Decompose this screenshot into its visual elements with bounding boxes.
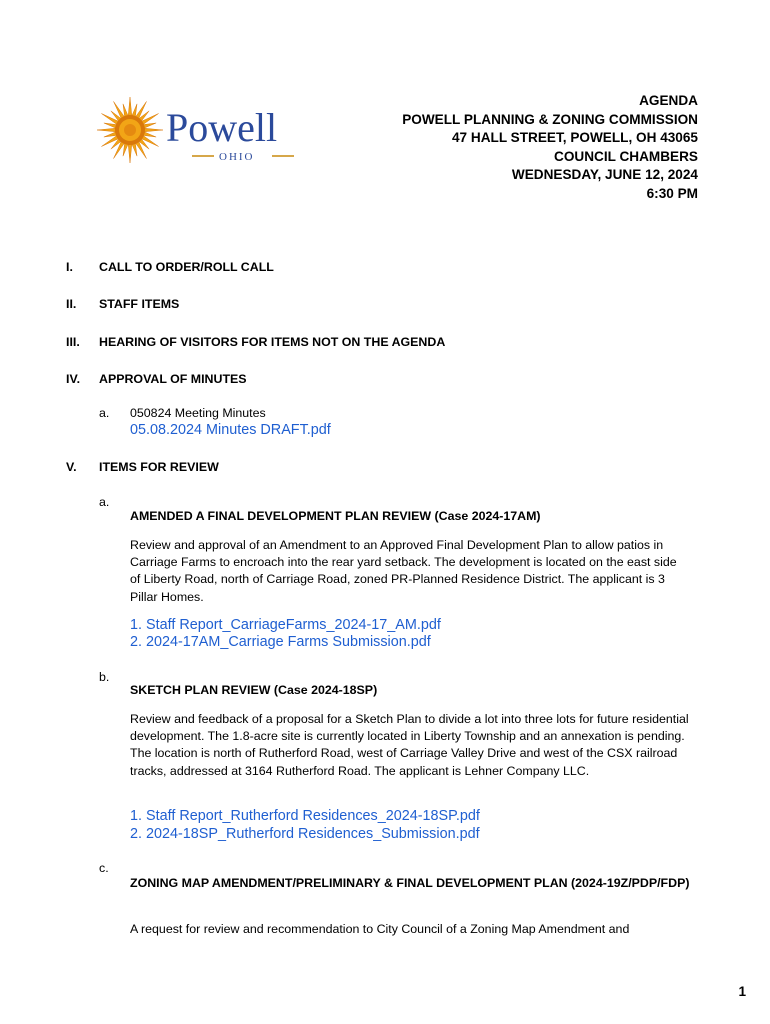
header-line: COUNCIL CHAMBERS [554,148,698,164]
item-title: SKETCH PLAN REVIEW (Case 2024-18SP) [130,683,378,697]
item-description: Review and feedback of a proposal for a Sketch Plan to divide a lot into three lots for future residential development. The 1.8-acre site is currently located in Liberty Township and an annexation is pending. The location is north of Rutherford Road, west of Carriage Valley Drive and west of the CSX railroad tracks, addressed at 3164 Rutherford Road. The applicant is Lehner Company LLC. [130,712,689,778]
section-number: I. [66,260,73,274]
section-title: CALL TO ORDER/ROLL CALL [99,260,274,274]
header-line: WEDNESDAY, JUNE 12, 2024 [511,167,698,183]
item-letter: a. [99,495,110,509]
section-number: IV. [66,372,81,386]
item-letter: b. [99,670,110,684]
section-title: APPROVAL OF MINUTES [99,372,247,386]
item-title: AMENDED A FINAL DEVELOPMENT PLAN REVIEW (Case 2024-17AM) [130,509,541,523]
submission-link[interactable]: 2. 2024-17AM_Carriage Farms Submission.pdf [130,634,431,650]
logo-name: Powell [166,105,278,150]
section-title: HEARING OF VISITORS FOR ITEMS NOT ON THE AGENDA [99,335,446,349]
section-number: II. [66,297,77,311]
logo-sub: OHIO [219,151,255,163]
minutes-letter: a. [99,406,110,420]
item-description: Review and approval of an Amendment to an Approved Final Development Plan to allow patios in Carriage Farms to encroach into the rear yard setback. The development is located on the east side of Liberty Road, north of Carriage Road, zoned PR-Planned Residence District. The applicant is 3 Pillar Homes. [130,538,677,604]
section-items-for-review [66,460,219,474]
minutes-pdf-link[interactable]: 05.08.2024 Minutes DRAFT.pdf [130,422,331,438]
section-hearing-visitors [66,335,445,349]
section-approval-minutes [66,372,247,386]
item-description: A request for review and recommendation to City Council of a Zoning Map Amendment and [130,922,630,936]
staff-report-link[interactable]: 1. Staff Report_CarriageFarms_2024-17_AM.pdf [130,617,441,633]
section-number: V. [66,460,77,474]
agenda-header [402,92,698,204]
powell-logo [96,94,328,168]
section-staff-items [66,297,179,311]
header-line: AGENDA [639,93,698,108]
section-title: ITEMS FOR REVIEW [99,460,219,474]
item-title: ZONING MAP AMENDMENT/PRELIMINARY & FINAL DEVELOPMENT PLAN (2024-19Z/PDP/FDP) [130,876,690,890]
item-letter: c. [99,861,109,875]
header-line: 6:30 PM [646,185,698,201]
staff-report-link[interactable]: 1. Staff Report_Rutherford Residences_2024-18SP.pdf [130,808,480,824]
section-number: III. [66,335,80,349]
page-number: 1 [738,984,746,999]
section-call-to-order [66,260,274,274]
section-title: STAFF ITEMS [99,297,180,311]
header-line: 47 HALL STREET, POWELL, OH 43065 [451,130,698,146]
header-line: POWELL PLANNING & ZONING COMMISSION [402,111,698,127]
submission-link[interactable]: 2. 2024-18SP_Rutherford Residences_Submission.pdf [130,826,480,842]
sun-logo-icon [96,94,328,168]
minutes-text: 050824 Meeting Minutes [130,406,266,420]
